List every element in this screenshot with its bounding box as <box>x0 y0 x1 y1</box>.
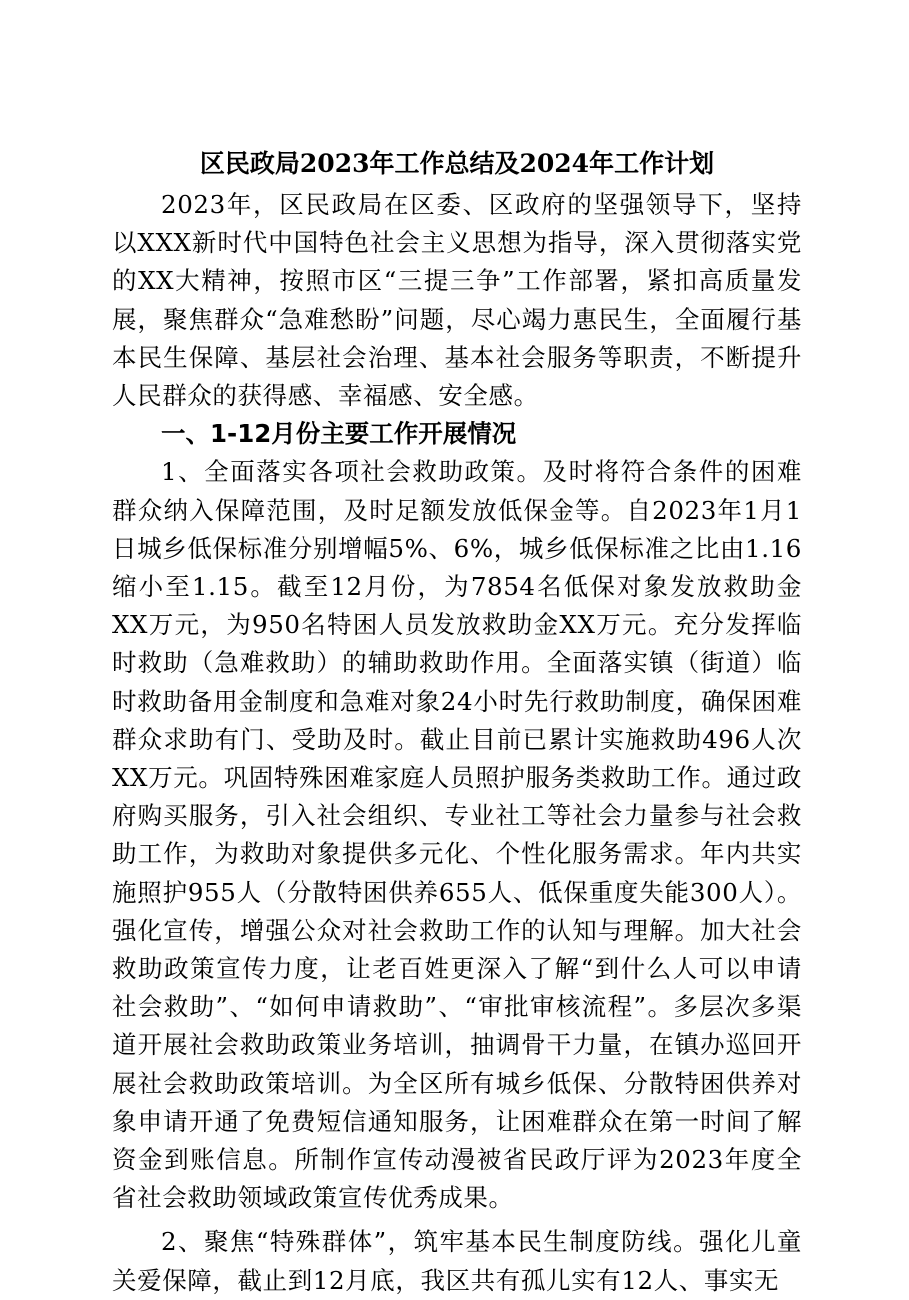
document-page <box>112 142 802 1300</box>
section-heading-1: 一、1-12月份主要工作开展情况 <box>161 419 517 449</box>
body-paragraph-2: 2、聚焦“特殊群体”，筑牢基本民生制度防线。强化儿童关爱保障，截止到12月底，我区共有孤儿实有12人、事实无 <box>112 1227 802 1295</box>
intro-paragraph: 2023年，区民政局在区委、区政府的坚强领导下，坚持以XXX新时代中国特色社会主义思想为指导，深入贯彻落实党的XX大精神，按照市区“三提三争”工作部署，紧扣高质量发展，聚焦群众“急难愁盼”问题，尽心竭力惠民生，全面履行基本民生保障、基层社会治理、基本社会服务等职责，不断提升人民群众的获得感、幸福感、安全感。 <box>112 190 802 411</box>
body-paragraph-1: 1、全面落实各项社会救助政策。及时将符合条件的困难群众纳入保障范围，及时足额发放低保金等。自2023年1月1日城乡低保标准分别增幅5%、6%，城乡低保标准之比由1.16缩小至1.15。截至12月份，为7854名低保对象发放救助金XX万元，为950名特困人员发放救助金XX万元。充分发挥临时救助（急难救助）的辅助救助作用。全面落实镇（街道）临时救助备用金制度和急难对象24小时先行救助制度，确保困难群众求助有门、受助及时。截止目前已累计实施救助496人次XX万元。巩固特殊困难家庭人员照护服务类救助工作。通过政府购买服务，引入社会组织、专业社工等社会力量参与社会救助工作，为救助对象提供多元化、个性化服务需求。年内共实施照护955人（分散特困供养655人、低保重度失能300人）。强化宣传，增强公众对社会救助工作的认知与理解。加大社会救助政策宣传力度，让老百姓更深入了解“到什么人可以申请社会救助”、“如何申请救助”、“审批审核流程”。多层次多渠道开展社会救助政策业务培训，抽调骨干力量，在镇办巡回开展社会救助政策培训。为全区所有城乡低保、分散特困供养对象申请开通了免费短信通知服务，让困难群众在第一时间了解资金到账信息。所制作宣传动漫被省民政厅评为2023年度全省社会救助领域政策宣传优秀成果。 <box>112 457 802 1213</box>
document-title: 区民政局2023年工作总结及2024年工作计划 <box>199 149 715 178</box>
